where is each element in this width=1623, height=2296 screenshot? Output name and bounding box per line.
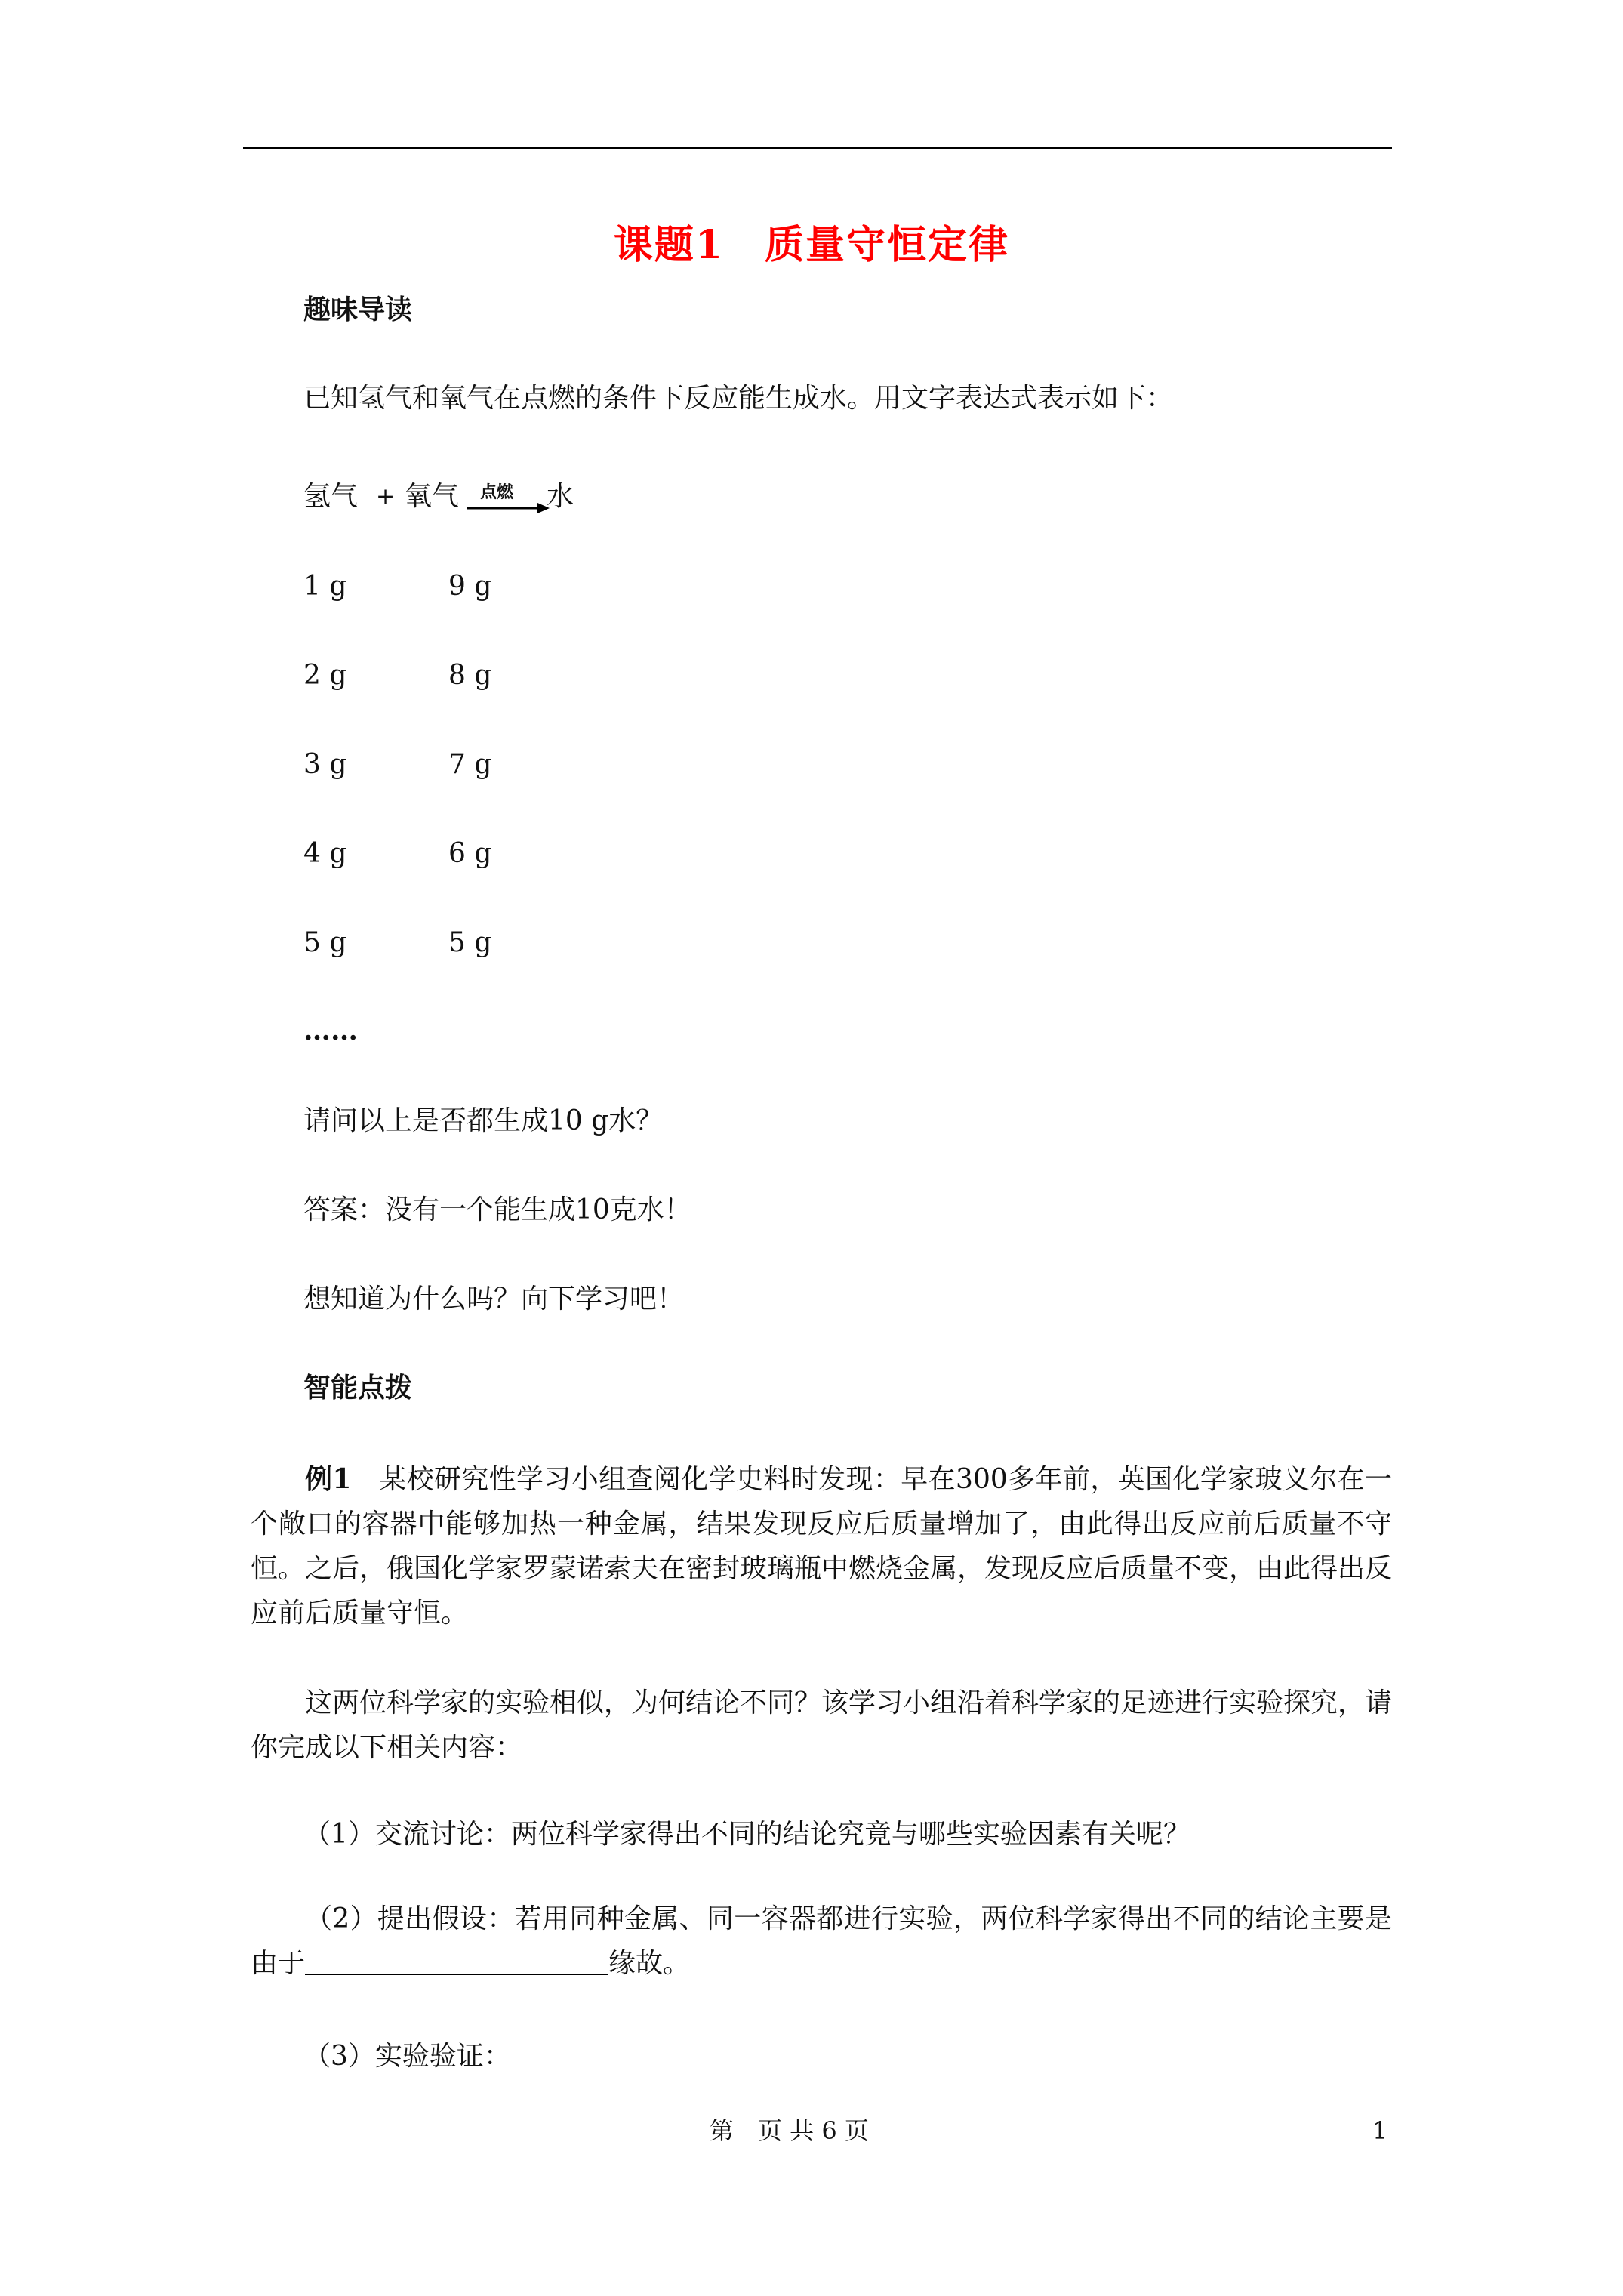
- prompt-text: 想知道为什么吗？向下学习吧！: [303, 1284, 685, 1314]
- mass-h2: 3 g: [303, 749, 347, 780]
- question-2: [251, 1897, 1392, 1986]
- mass-h2: 5 g: [303, 927, 347, 958]
- question-1: （1）交流讨论：两位科学家得出不同的结论究竟与哪些实验因素有关呢？: [303, 1819, 1190, 1850]
- example-label: 例1: [305, 1463, 352, 1495]
- arrow-icon: [465, 485, 550, 518]
- section-heading-reading: 趣味导读: [303, 294, 413, 325]
- example-text: 某校研究性学习小组查阅化学史料时发现：早在300多年前，英国化学家玻义尔在一个敞口的容器中能够加热一种金属，结果发现反应后质量增加了，由此得出反应前后质量不守恒。之后，俄国化学家罗蒙诺索夫在密封玻璃瓶中燃烧金属，发现反应后质量不变，由此得出反应前后质量守恒。: [251, 1464, 1393, 1629]
- equation-product: 水: [547, 481, 574, 512]
- intro-text: 已知氢气和氧气在点燃的条件下反应能生成水。用文字表达式表示如下：: [303, 383, 1174, 414]
- reaction-arrow: [465, 485, 550, 518]
- mass-h2: 4 g: [303, 838, 347, 869]
- mass-o2: 5 g: [448, 927, 492, 958]
- equation-plus: +: [376, 483, 396, 510]
- mass-o2: 9 g: [448, 571, 492, 602]
- mass-h2: 2 g: [303, 660, 347, 691]
- question-2-tail: 缘故。: [608, 1948, 691, 1979]
- answer-text: 答案：没有一个能生成10克水！: [303, 1194, 691, 1225]
- section-heading-tips: 智能点拨: [303, 1372, 413, 1404]
- page-number: 1: [1372, 2116, 1388, 2145]
- equation-reactant2: 氧气: [405, 481, 460, 512]
- question-text: 请问以上是否都生成10 g水？: [303, 1105, 664, 1136]
- question-2-text: （2）提出假设：若用同种金属、同一容器都进行实验，两位科学家得出不同的结论主要是由于: [251, 1903, 1392, 1979]
- header-rule: [243, 147, 1392, 149]
- example-paragraph: [251, 1457, 1392, 1635]
- paragraph-2: 这两位科学家的实验相似，为何结论不同？该学习小组沿着科学家的足迹进行实验探究，请你完成以下相关内容：: [251, 1687, 1393, 1763]
- mass-o2: 6 g: [448, 838, 492, 869]
- answer-blank[interactable]: [305, 1951, 608, 1975]
- page-title: 课题1 质量守恒定律: [613, 222, 1010, 268]
- mass-o2: 8 g: [448, 660, 492, 691]
- page-footer: 第 页 共 6 页: [710, 2116, 869, 2145]
- ellipsis: ……: [303, 1015, 358, 1046]
- mass-o2: 7 g: [448, 749, 492, 780]
- mass-h2: 1 g: [303, 571, 347, 602]
- equation-reactant1: 氢气: [303, 481, 359, 512]
- question-3: （3）实验验证：: [303, 2041, 511, 2072]
- reaction-condition: 点燃: [480, 483, 514, 502]
